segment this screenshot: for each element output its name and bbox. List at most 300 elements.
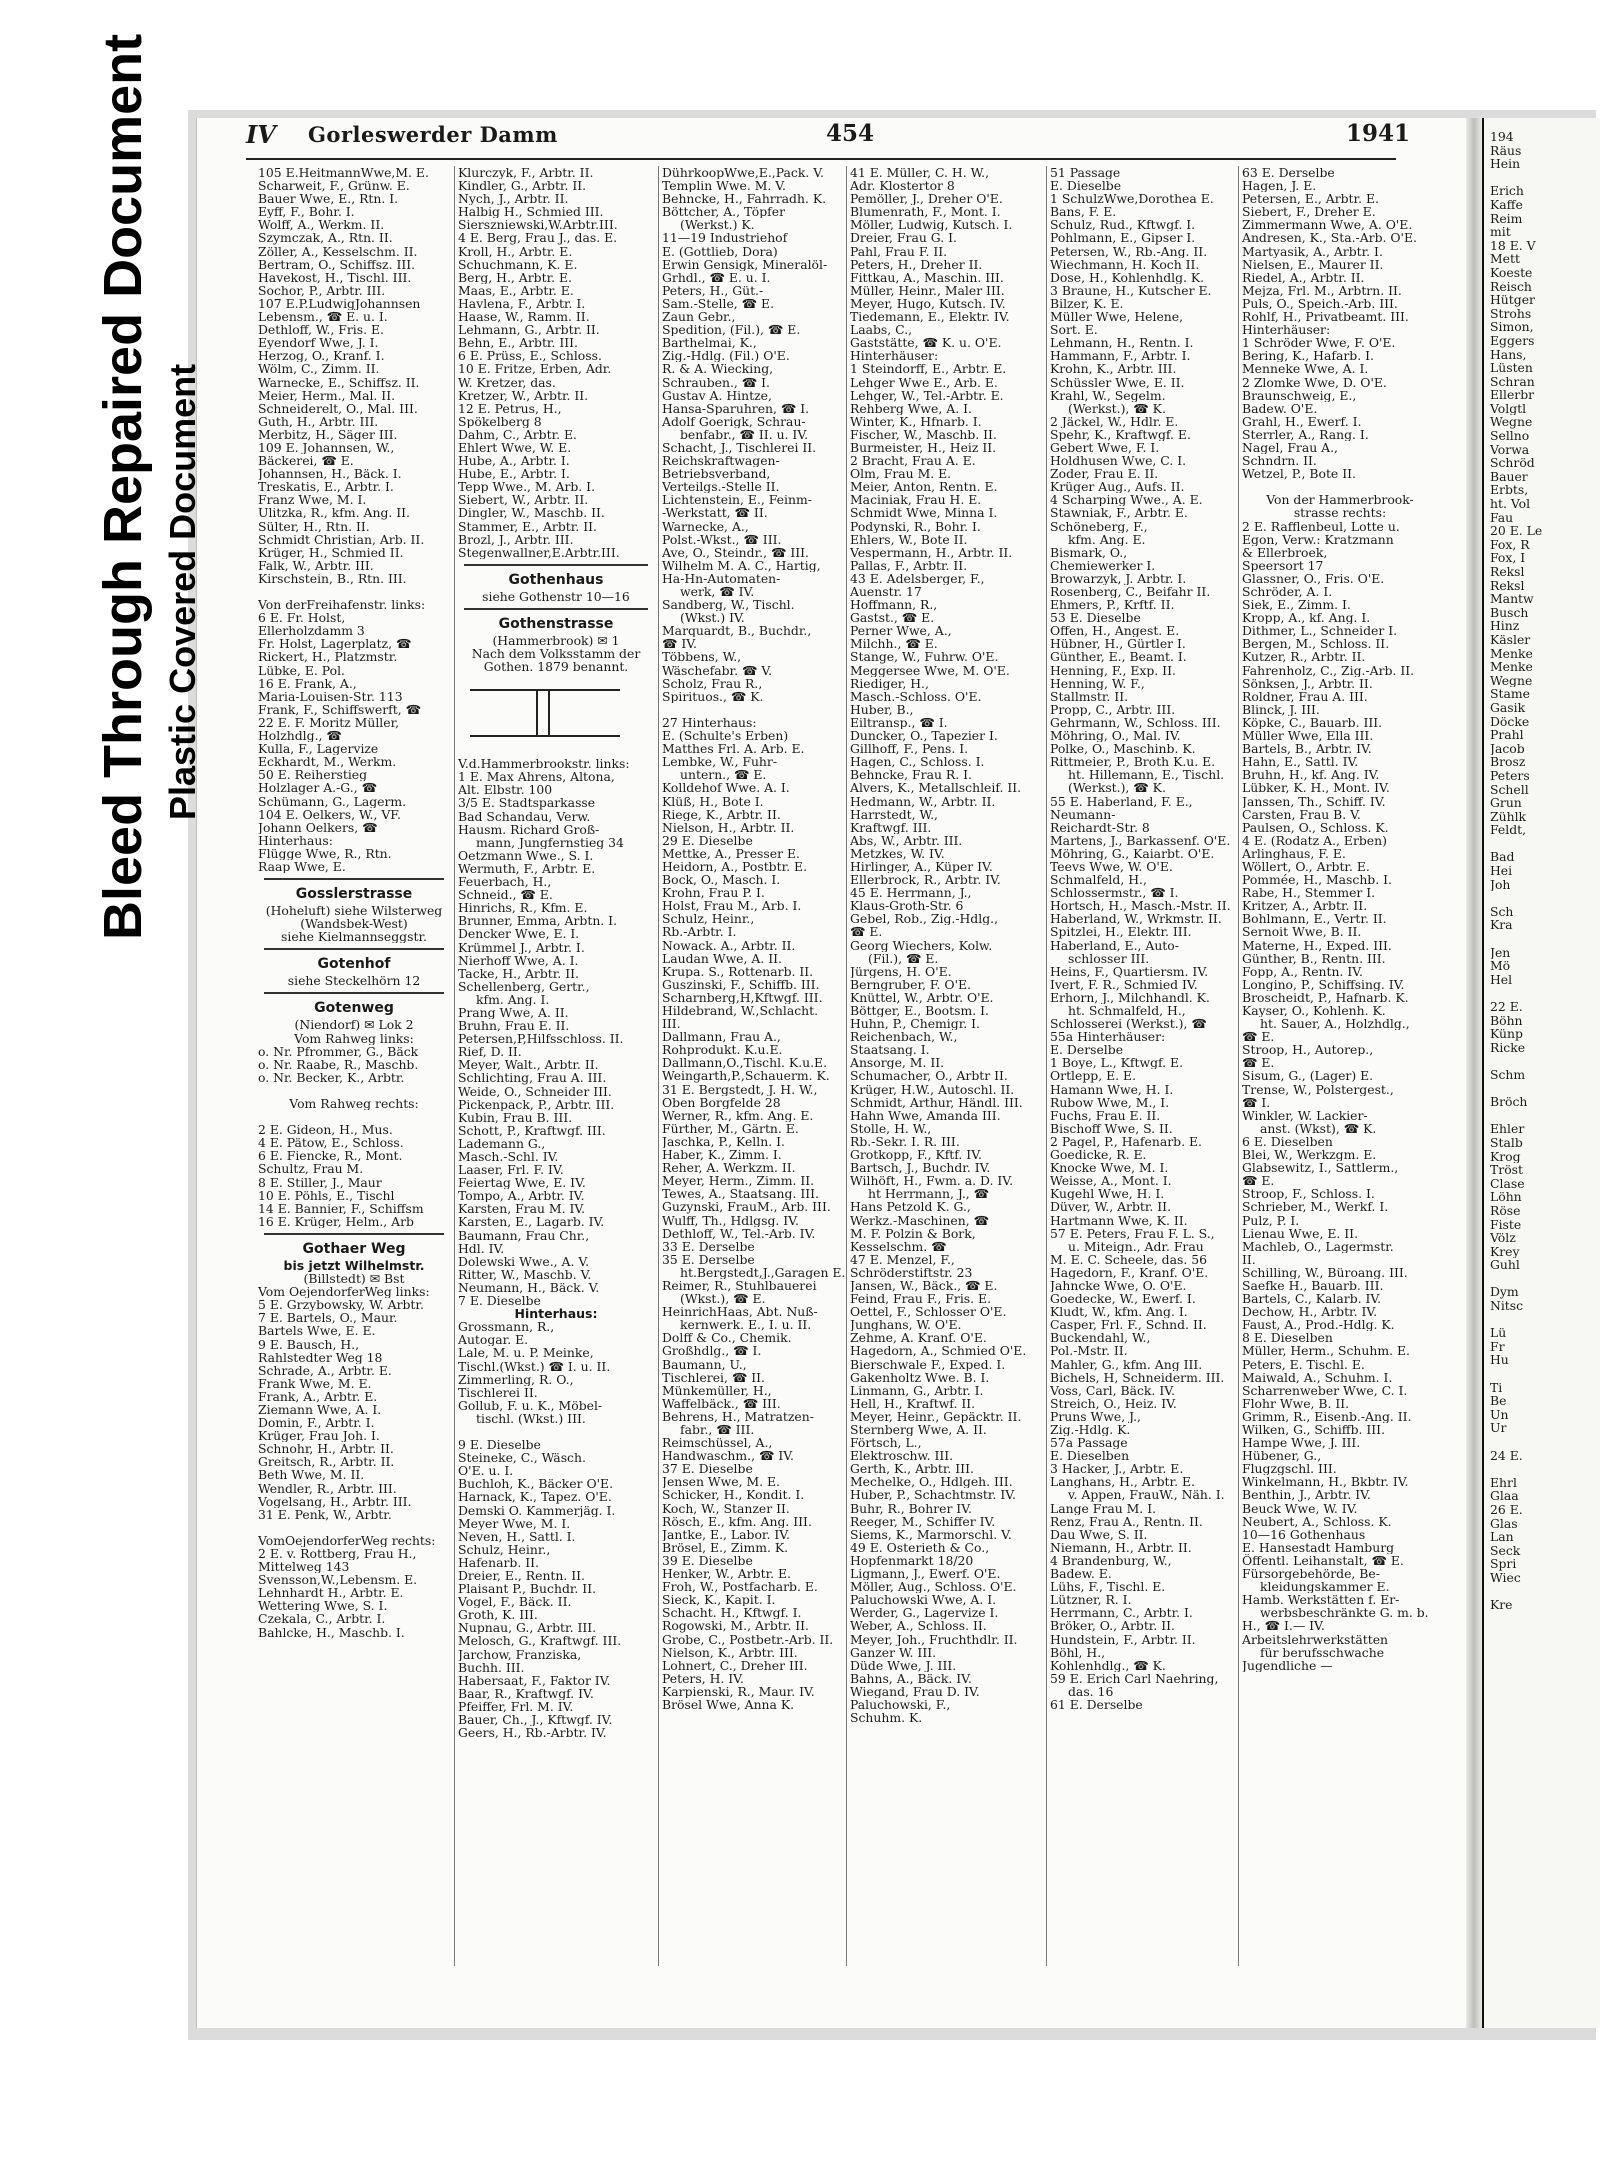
directory-entry: Müller, Herm., Schuhm. E.	[1242, 1344, 1410, 1358]
directory-entry: Stawniak, F., Arbtr. E.	[1050, 506, 1188, 520]
directory-entry: Meyer Wwe, M. I.	[458, 1516, 571, 1530]
directory-entry: Kroll, H., Arbtr. E.	[458, 244, 573, 258]
directory-entry: Pruns Wwe, J.,	[1050, 1409, 1141, 1423]
directory-entry: Dingler, W., Maschb. II.	[458, 506, 605, 520]
directory-entry: Buckendahl, W.,	[1050, 1331, 1151, 1345]
directory-entry: Casper, Frl. F., Schnd. II.	[1050, 1318, 1207, 1332]
directory-entry: 26 E.	[1490, 1502, 1523, 1517]
directory-entry: Gillhoff, F., Pens. I.	[850, 742, 969, 756]
directory-entry: Tiedemann, E., Elektr. IV.	[850, 310, 1010, 324]
directory-entry: Beuck Wwe, W. IV.	[1242, 1501, 1358, 1515]
directory-entry: Schneiderelt, O., Mal. III.	[258, 401, 418, 415]
directory-entry: Schilling, W., Büroang. III.	[1242, 1265, 1408, 1279]
directory-entry: Müller Wwe, Helene,	[1050, 310, 1184, 324]
directory-entry: Hinterhäuser:	[850, 349, 939, 363]
directory-entry: Hel	[1490, 972, 1513, 987]
directory-entry: Jürgens, H. O'E.	[850, 964, 952, 978]
directory-entry: Zöller, A., Kesselschm. II.	[258, 244, 418, 258]
directory-entry: Wiec	[1490, 1570, 1521, 1585]
directory-entry: Stammer, E., Arbtr. II.	[458, 519, 597, 533]
directory-entry: Karpienski, R., Maur. IV.	[662, 1684, 815, 1698]
directory-entry: Dencker Wwe, E. I.	[458, 927, 580, 941]
directory-entry: 3 Hacker, J., Arbtr. E.	[1050, 1462, 1184, 1476]
directory-entry: Schulz, Rud., Kftwgf. I.	[1050, 218, 1196, 232]
directory-entry: Fuchs, Frau E. II.	[1050, 1108, 1161, 1122]
directory-entry: Rickert, H., Platzmstr.	[258, 650, 398, 664]
directory-entry: Adolf Goerigk, Schrau-	[662, 414, 806, 428]
directory-entry: Schmidt, Arthur, Händl. III.	[850, 1095, 1023, 1109]
directory-entry: ht. Schmalfeld, H.,	[1068, 1004, 1186, 1018]
directory-entry: Abs, W., Arbtr. III.	[850, 833, 963, 847]
directory-entry: Lützner, R. I.	[1050, 1593, 1132, 1607]
directory-entry: Un	[1490, 1407, 1509, 1422]
directory-entry: Gustav A. Hintze,	[662, 388, 772, 402]
directory-entry: Holst, Frau M., Arb. I.	[662, 899, 802, 913]
directory-entry: Ehrl	[1490, 1475, 1517, 1490]
directory-entry: Warnecke, E., Schiffsz. II.	[258, 375, 420, 389]
directory-entry: Vorwa	[1490, 442, 1530, 457]
directory-entry: Wulff, Th., Hdlgsg. IV.	[662, 1213, 799, 1227]
directory-entry: Werkz.-Maschinen, ☎	[850, 1213, 990, 1227]
directory-entry: ☎ E.	[1242, 1174, 1275, 1188]
centered-note: (Wandsbek-West)	[300, 917, 408, 931]
directory-entry: Ave, O., Steindr., ☎ III.	[662, 545, 809, 559]
directory-entry: Kindler, G., Arbtr. II.	[458, 179, 587, 193]
page-number: 454	[826, 120, 875, 147]
directory-entry: Neumann, H., Bäck. V.	[458, 1280, 600, 1295]
directory-entry: Huber, B.,	[850, 702, 914, 716]
directory-entry: Harrstedt, W.,	[850, 807, 938, 821]
directory-entry: Trense, W., Polstergest.,	[1242, 1082, 1394, 1096]
directory-entry: Rb.-Sekr. I. R. III.	[850, 1134, 960, 1149]
centered-note: (Hammerbrook) ✉ 1	[492, 633, 620, 647]
directory-entry: Marquardt, B., Buchdr.,	[662, 624, 812, 638]
directory-entry	[1242, 480, 1438, 493]
directory-entry: 16 E. Krüger, Helm., Arb	[258, 1214, 414, 1228]
directory-entry: Dethloff, W., Tel.-Arb. IV.	[662, 1226, 816, 1240]
directory-entry: Warnecke, A.,	[662, 519, 749, 533]
directory-entry: 18 E. V	[1490, 238, 1536, 253]
directory-entry: 1 E. Max Ahrens, Altona,	[458, 770, 615, 784]
directory-entry: 104 E. Oelkers, W., VF.	[258, 807, 401, 821]
directory-entry: Flügge Wwe, R., Rtn.	[258, 846, 392, 860]
directory-entry: Duncker, O., Tapezier I.	[850, 729, 998, 743]
directory-entry: mann, Jungfernstieg 34	[476, 835, 624, 849]
directory-entry: Polst.-Wkst., ☎ III.	[662, 532, 782, 546]
directory-entry: Schlichting, Frau A. III.	[458, 1071, 607, 1085]
column-2	[458, 166, 654, 1986]
directory-entry: Bad Schandau, Verw.	[458, 809, 591, 823]
directory-entry: Benthin, J., Arbtr. IV.	[1242, 1488, 1371, 1502]
directory-entry: Jarchow, Franziska,	[458, 1647, 582, 1661]
directory-entry: Froh, W., Postfacharb. E.	[662, 1580, 818, 1594]
directory-entry: Flugzgschl. III.	[1242, 1462, 1337, 1476]
directory-entry: Lehmann, H., Rentn. I.	[1050, 336, 1194, 350]
directory-entry: Teevs Wwe, W. O'E.	[1050, 859, 1173, 874]
directory-entry: Gebert Wwe, F. I.	[1050, 440, 1160, 455]
directory-entry: Oettel, F., Schlosser O'E.	[850, 1305, 1007, 1319]
directory-entry: 9 E. Bausch, H.,	[258, 1337, 360, 1351]
directory-entry: Schumacher, O., Arbtr II.	[850, 1069, 1008, 1083]
directory-entry: Hortsch, H., Masch.-Mstr. II.	[1050, 899, 1231, 913]
directory-entry: Bertram, O., Schiffsz. III.	[258, 257, 416, 271]
map-road	[470, 735, 620, 737]
column-divider	[1238, 166, 1239, 1966]
directory-entry: Lehger Wwe E., Arb. E.	[850, 375, 998, 389]
directory-entry: Feind, Frau F., Fris. E.	[850, 1292, 992, 1306]
directory-entry: Schümann, G., Lagerm.	[258, 794, 407, 808]
directory-entry: Rb.-Arbtr. I.	[662, 925, 737, 939]
directory-entry: Völz	[1490, 1231, 1516, 1245]
directory-entry: Zehme, A. Kranf. O'E.	[850, 1331, 987, 1345]
directory-entry: 37 E. Dieselbe	[662, 1462, 753, 1476]
directory-entry: Speersort 17	[1242, 558, 1324, 572]
directory-entry: o. Nr. Raabe, R., Maschb.	[258, 1057, 419, 1071]
directory-entry: Rabe, H., Stemmer I.	[1242, 886, 1376, 900]
directory-entry: Jensen Wwe, M. E.	[662, 1475, 780, 1489]
directory-entry: Bauer	[1490, 469, 1528, 484]
directory-entry: Haberland, E., Auto-	[1050, 938, 1179, 952]
directory-entry: Neumann-	[1050, 807, 1116, 821]
directory-entry: Hundstein, F., Arbtr. II.	[1050, 1632, 1196, 1646]
directory-entry: Henning, W. F.,	[1050, 676, 1145, 690]
directory-entry: Handwaschm., ☎ IV.	[662, 1449, 794, 1463]
directory-entry: 2 E. v. Rottberg, Frau H.,	[258, 1547, 417, 1561]
directory-entry: 55a Hinterhäuser:	[1050, 1030, 1166, 1044]
directory-entry: Klaus-Groth-Str. 6	[850, 899, 964, 913]
directory-entry: Volgtl	[1490, 401, 1527, 416]
directory-entry: Scharnberg,H,Kftwgf. III.	[662, 990, 823, 1004]
directory-entry: 59 E. Erich Carl Naehring,	[1050, 1671, 1219, 1685]
directory-entry: Riediger, H.,	[850, 676, 929, 690]
directory-entry: Bering, K., Hafarb. I.	[1242, 349, 1374, 363]
directory-entry: Möller, Aug., Schloss. O'E.	[850, 1580, 1017, 1594]
directory-entry: Rogowski, M., Arbtr. II.	[662, 1619, 809, 1633]
directory-entry: Weisse, A., Mont. I.	[1050, 1174, 1172, 1188]
directory-entry: Stroop, H., Autorep.,	[1242, 1043, 1374, 1057]
column-1	[258, 166, 450, 1986]
directory-entry: Baumann, Frau Chr.,	[458, 1228, 590, 1242]
directory-entry: Treskatis, E., Arbtr. I.	[258, 480, 394, 494]
directory-entry: Carsten, Frau B. V.	[1242, 807, 1361, 821]
directory-entry: Bartels Wwe, E. E.	[258, 1324, 376, 1338]
directory-entry: ht Herrmann, J., ☎	[868, 1187, 990, 1201]
directory-entry: Reichskraftwagen-	[662, 454, 780, 468]
directory-entry: Henker, W., Arbtr. E.	[662, 1567, 791, 1581]
side-note-secondary: Plastic Covered Document	[162, 363, 203, 820]
directory-entry: Petersen, W., Rb.-Ang. II.	[1050, 244, 1208, 258]
directory-entry: Erich	[1490, 184, 1524, 198]
directory-entry: Meier, Anton, Rentn. E.	[850, 480, 998, 494]
directory-entry: 57 E. Peters, Frau F. L. S.,	[1050, 1226, 1215, 1240]
directory-entry: Eyendorf Wwe, J. I.	[258, 336, 379, 350]
directory-entry: Wolff, A., Werkm. II.	[258, 218, 385, 232]
directory-entry: Gakenholtz Wwe. B. I.	[850, 1370, 990, 1384]
directory-entry: untern., ☎ E.	[680, 768, 767, 782]
column-4	[850, 166, 1044, 1986]
directory-entry: Materne, H., Exped. III.	[1242, 938, 1392, 952]
directory-entry: Lehger, W., Tel.-Arbtr. E.	[850, 388, 1004, 402]
directory-entry: Frank, A., Arbtr. E.	[258, 1389, 378, 1403]
directory-entry: Maiwald, A., Schuhm. I.	[1242, 1370, 1393, 1384]
directory-entry: Wöllert, O., Arbtr. E.	[1242, 859, 1370, 874]
directory-entry: Gasik	[1490, 700, 1526, 715]
directory-entry: Bauer, Ch., J., Kftwgf. IV.	[458, 1713, 613, 1727]
directory-entry: Bichels, H, Schneiderm. III.	[1050, 1370, 1225, 1384]
directory-entry: Ti	[1490, 1380, 1503, 1395]
directory-entry: Masch.-Schl. IV.	[458, 1150, 559, 1164]
directory-entry: Krüger, H.W., Autoschl. II.	[850, 1082, 1015, 1096]
directory-entry: Ehler	[1490, 1122, 1525, 1136]
directory-entry: Glabsewitz, I., Sattlerm.,	[1242, 1161, 1399, 1175]
directory-entry: Stolle, H. W.,	[850, 1121, 932, 1135]
directory-entry	[1490, 1272, 1600, 1286]
directory-entry: Kugehl Wwe, H. I.	[1050, 1187, 1165, 1201]
directory-entry: Chemiewerker I.	[1050, 558, 1156, 572]
directory-entry: Pickenpack, P., Arbtr. III.	[458, 1097, 615, 1111]
directory-entry: Ziemann Wwe, A. I.	[258, 1402, 382, 1417]
directory-entry: E. (Schulte's Erben)	[662, 729, 789, 743]
directory-entry: Stallmstr. II.	[1050, 689, 1129, 703]
directory-entry	[1490, 891, 1600, 905]
directory-entry: Wilhelm M. A. C., Hartig,	[662, 558, 821, 572]
directory-entry: ht. Hillemann, E., Tischl.	[1068, 768, 1225, 782]
directory-entry: Plaisant P., Buchdr. II.	[458, 1582, 597, 1596]
directory-entry: 6 E. Fr. Holst,	[258, 611, 346, 625]
directory-entry: Spedition, (Fil.), ☎ E.	[662, 323, 801, 337]
directory-entry: Guszinski, F., Schiffb. III.	[662, 977, 820, 991]
directory-entry: Rahlstedter Weg 18	[258, 1350, 383, 1364]
directory-entry: Karsten, Frau M. IV.	[458, 1202, 586, 1216]
directory-entry: Rief, D. II.	[458, 1045, 522, 1059]
directory-entry: Hopfenmarkt 18/20	[850, 1553, 974, 1568]
directory-entry: Melosch, G., Kraftwgf. III.	[458, 1634, 622, 1648]
directory-entry: 194	[1490, 130, 1514, 144]
directory-entry: Wegne	[1490, 415, 1533, 430]
directory-entry: Stegenwallner,E.Arbtr.III.	[458, 545, 620, 559]
directory-entry: Matthes Frl. A. Arb. E.	[662, 742, 805, 756]
directory-entry: Kraftwgf. III.	[850, 820, 932, 834]
directory-entry: Zig.-Hdlg. (Fil.) O'E.	[662, 349, 790, 363]
directory-entry: M. F. Polzin & Bork,	[850, 1226, 976, 1240]
directory-entry: Düde Wwe, J. III.	[850, 1658, 957, 1672]
directory-entry: Krog	[1490, 1149, 1521, 1164]
directory-entry: Eyff, F., Bohr. I.	[258, 205, 355, 219]
directory-entry: Rittmeier, P., Broth K.u. E.	[1050, 755, 1216, 769]
directory-entry: Renz, Frau A., Rentn. II.	[1050, 1514, 1203, 1528]
directory-entry: Barthelmai, K.,	[662, 336, 757, 350]
directory-entry: Meyer, Walt., Arbtr. II.	[458, 1058, 599, 1072]
directory-entry: Tischlerei, ☎ II.	[662, 1370, 765, 1384]
directory-entry: o. Nr. Pfrommer, G., Bäck	[258, 1044, 419, 1058]
centered-note: Vom Rahweg rechts:	[289, 1097, 419, 1111]
directory-entry: Hamb. Werkstätten f. Er-	[1242, 1593, 1400, 1607]
directory-entry: u. Miteign., Adr. Frau	[1068, 1239, 1204, 1253]
directory-entry: Räus	[1490, 143, 1522, 158]
directory-entry: Kesselschm. ☎	[850, 1239, 947, 1253]
directory-entry: Falk, W., Arbtr. III.	[258, 558, 374, 572]
directory-entry: Karsten, E., Lagarb. IV.	[458, 1215, 605, 1229]
directory-entry: Flohr Wwe, B. II.	[1242, 1396, 1350, 1410]
directory-entry: 6 E. Dieselben	[1242, 1134, 1333, 1149]
directory-entry: Buhr, R., Bohrer IV.	[850, 1501, 972, 1515]
directory-entry: Henning, F., Exp. II.	[1050, 663, 1176, 677]
directory-entry: Petersen, E., Arbtr. E.	[1242, 192, 1379, 206]
directory-entry: E. Hansestadt Hamburg	[1242, 1540, 1395, 1554]
directory-entry: Menneke Wwe, A. I.	[1242, 362, 1369, 376]
directory-entry: Eiltransp., ☎ I.	[850, 715, 948, 730]
directory-entry: Ehlers, W., Bote II.	[850, 532, 968, 546]
directory-entry: Nagel, Frau A.,	[1242, 440, 1338, 455]
directory-entry: Kirschstein, B., Rtn. III.	[258, 571, 407, 585]
directory-entry: Schulz, Heinr.,	[662, 912, 755, 926]
directory-entry: Pallas, F., Arbtr. II.	[850, 558, 968, 572]
directory-entry: Kulla, F., Lagervize	[258, 742, 379, 756]
directory-entry: Fox, I	[1490, 551, 1526, 565]
directory-entry: Schrauben., ☎ I.	[662, 375, 770, 389]
directory-entry: Förtsch, L.,	[850, 1436, 922, 1450]
directory-entry: Metzkes, W. IV.	[850, 846, 945, 860]
directory-entry: Lademann G.,	[458, 1136, 546, 1150]
directory-entry: 6 E. Fiencke, R., Mont.	[258, 1149, 403, 1163]
directory-entry: Huhn, P., Chemigr. I.	[850, 1017, 980, 1031]
directory-entry: Pemöller, J., Dreher O'E.	[850, 192, 1003, 206]
directory-entry: Groth, K. III.	[458, 1608, 538, 1622]
directory-entry: Merbitz, H., Säger III.	[258, 427, 398, 441]
directory-entry: Eckhardt, M., Werkm.	[258, 755, 397, 769]
directory-entry: Fau	[1490, 510, 1514, 525]
directory-entry: Bahns, A., Bäck. IV.	[850, 1671, 972, 1685]
directory-entry: Grotkopp, F., Kftf. IV.	[850, 1148, 982, 1162]
directory-entry: Münkemüller, H.,	[662, 1383, 772, 1397]
directory-entry: Grossmann, R.,	[458, 1320, 555, 1334]
directory-entry: Hans,	[1490, 347, 1527, 362]
directory-entry: 51 Passage	[1050, 166, 1121, 180]
directory-entry: Künp	[1490, 1027, 1523, 1041]
directory-entry: Spehr, K., Kraftwgf. E.	[1050, 427, 1191, 441]
directory-entry: Hampe Wwe, J. III.	[1242, 1436, 1361, 1450]
directory-entry: Weber, A., Schloss. II.	[850, 1619, 987, 1633]
directory-entry: Schuchmann, K. E.	[458, 257, 578, 271]
directory-entry	[258, 1110, 450, 1123]
map-road	[470, 689, 620, 691]
directory-entry: Wäschefabr. ☎ V.	[662, 663, 773, 677]
directory-entry: Arlinghaus, F. E.	[1242, 846, 1346, 860]
directory-entry: 8 E. Dieselben	[1242, 1331, 1333, 1345]
directory-entry: Hamann Wwe, H. I.	[1050, 1082, 1174, 1096]
directory-entry: mit	[1490, 225, 1511, 239]
directory-entry: Kludt, W., kfm. Ang. I.	[1050, 1305, 1188, 1319]
directory-entry: W. Kretzer, das.	[458, 375, 556, 389]
directory-entry: Siebert, F., Dreher E.	[1242, 205, 1376, 219]
directory-entry: 2 E. Gideon, H., Mus.	[258, 1123, 393, 1137]
directory-entry: Janssen, Th., Schiff. IV.	[1242, 794, 1386, 808]
directory-entry: 10 E. Pöhls, E., Tischl	[258, 1188, 395, 1202]
directory-entry: Demski O. Kammerjäg. I.	[458, 1503, 616, 1517]
directory-entry: Lohnert, C., Dreher III.	[662, 1658, 808, 1672]
directory-entry: Sandberg, W., Tischl.	[662, 598, 795, 612]
directory-entry: Dym	[1490, 1285, 1519, 1300]
directory-entry: ☎ I.	[1242, 1095, 1271, 1109]
directory-entry: Bergen, M., Schloss. II.	[1242, 637, 1390, 651]
directory-entry: Masch.-Schloss. O'E.	[850, 689, 982, 703]
directory-entry: Betriebsverband,	[662, 467, 771, 481]
directory-entry: Wettering Wwe, S. I.	[258, 1599, 388, 1613]
directory-entry: Sellno	[1490, 429, 1530, 443]
directory-entry: Junghans, W. O'E.	[850, 1318, 962, 1332]
directory-entry: Fopp, A., Rentn. IV.	[1242, 964, 1363, 978]
directory-entry: Braunschweig, E.,	[1242, 388, 1357, 402]
directory-entry: Frank, F., Schiffswerft, ☎	[258, 702, 422, 716]
directory-entry: Pohlmann, E., Gipser I.	[1050, 231, 1196, 245]
directory-entry: 41 E. Müller, C. H. W.,	[850, 166, 990, 180]
directory-entry: Weide, O., Schneider III.	[458, 1084, 612, 1098]
directory-entry: Reimschüssel, A.,	[662, 1436, 773, 1450]
directory-entry: Müller Wwe, Ella III.	[1242, 729, 1374, 743]
centered-note: Nach dem Volksstamm der	[471, 647, 641, 661]
directory-entry: Krümmel J., Arbtr. I.	[458, 940, 585, 954]
directory-entry: Döcke	[1490, 714, 1530, 729]
directory-entry: Düver, W., Arbtr. II.	[1050, 1200, 1172, 1214]
directory-entry: 24 E.	[1490, 1448, 1523, 1463]
directory-entry: Spökelberg 8	[458, 414, 542, 428]
directory-entry: Blinck, J. III.	[1242, 702, 1320, 716]
directory-entry: Domin, F., Arbtr. I.	[258, 1416, 375, 1430]
directory-entry: Badew. O'E.	[1242, 401, 1318, 415]
directory-entry: Heins, F., Quartiersm. IV.	[1050, 964, 1209, 978]
directory-entry: Knüttel, W., Arbtr. O'E.	[850, 990, 994, 1004]
directory-entry: Johannsen, H., Bäck. I.	[258, 467, 402, 481]
directory-entry: Hu	[1490, 1353, 1509, 1368]
directory-entry: Prahl	[1490, 728, 1524, 742]
directory-entry: Klurczyk, F., Arbtr. II.	[458, 166, 594, 180]
directory-entry	[458, 1425, 654, 1438]
directory-entry: (Werkst.), ☎ K.	[1068, 401, 1166, 415]
directory-entry: Sochor, P., Arbtr. III.	[258, 283, 386, 297]
directory-entry: 1 Schröder Wwe, F. O'E.	[1242, 336, 1396, 350]
directory-entry: Rubow Wwe, M., I.	[1050, 1095, 1170, 1109]
directory-entry: Bäckerei, ☎ E.	[258, 454, 354, 468]
directory-entry: Petersen,P,Hilfsschloss. II.	[458, 1032, 624, 1046]
directory-entry	[1490, 1313, 1600, 1327]
directory-entry: 39 E. Dieselbe	[662, 1553, 753, 1568]
directory-entry: Wegne	[1490, 673, 1533, 688]
directory-entry: Bröch	[1490, 1095, 1528, 1109]
directory-entry: M. E. C. Scheele, das. 56	[1050, 1252, 1207, 1266]
street-heading: Gotenweg	[314, 1000, 394, 1017]
directory-entry: Siebert, W., Arbtr. II.	[458, 493, 589, 507]
directory-entry: Nielson, K., Arbtr. III.	[662, 1645, 798, 1659]
directory-entry: Guth, H., Arbtr. III.	[258, 414, 379, 428]
centered-note: strasse rechts:	[1293, 506, 1387, 520]
directory-entry: Böttcher, A., Töpfer	[662, 205, 785, 219]
directory-entry: Geers, H., Rb.-Arbtr. IV.	[458, 1726, 607, 1740]
directory-entry: Ellerholzdamm 3	[258, 624, 365, 638]
directory-entry: Rosenberg, C., Beifahr II.	[1050, 585, 1211, 599]
directory-entry: Voss, Carl, Bäck. IV.	[1050, 1383, 1175, 1397]
directory-entry: Ha-Hn-Automaten-	[662, 571, 781, 585]
directory-entry: Podynski, R., Bohr. I.	[850, 519, 981, 533]
directory-entry: Wilhöft, H., Fwm. a. D. IV.	[850, 1174, 1014, 1188]
directory-entry: Spirituos., ☎ K.	[662, 689, 764, 703]
directory-entry: 61 E. Derselbe	[1050, 1697, 1143, 1712]
directory-entry: Nierhoff Wwe, A. I.	[458, 953, 579, 967]
directory-entry: Guhl	[1490, 1258, 1520, 1272]
directory-entry: Nych, J., Arbtr. II.	[458, 192, 569, 206]
directory-entry: tischl. (Wkst.) III.	[476, 1411, 586, 1425]
adjacent-page-fragment	[1482, 118, 1600, 2028]
section-rule	[464, 608, 648, 610]
